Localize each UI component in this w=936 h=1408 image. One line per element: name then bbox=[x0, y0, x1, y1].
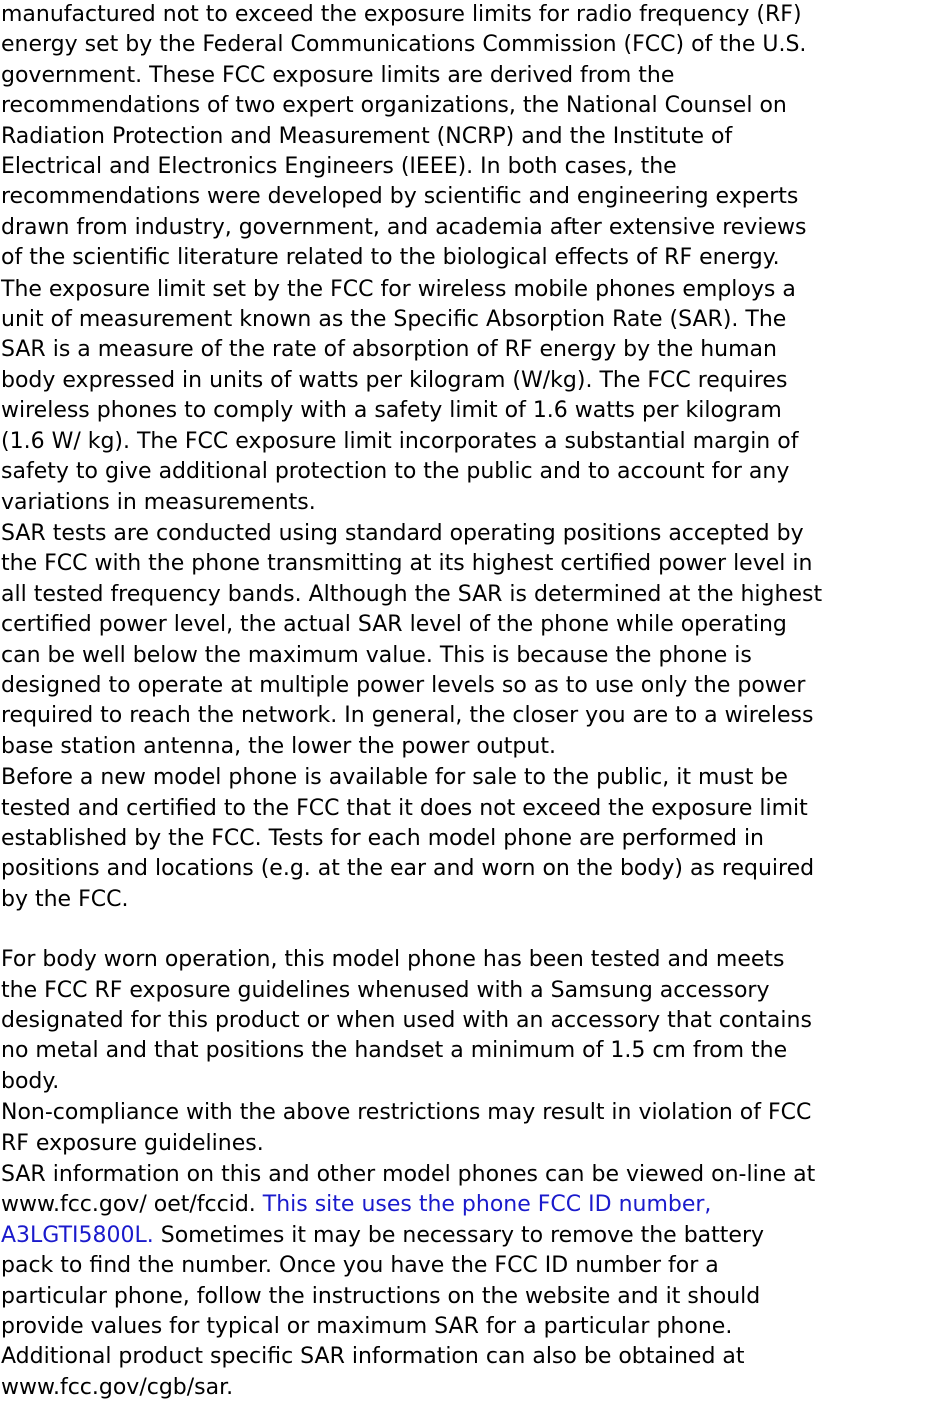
text-line: certified power level, the actual SAR level of the phone while operating bbox=[1, 612, 787, 638]
text-line: SAR information on this and other model phones can be viewed on-line at bbox=[1, 1162, 816, 1188]
text-line: pack to find the number. Once you have the FCC ID number for a bbox=[1, 1253, 719, 1279]
text-line: all tested frequency bands. Although the SAR is determined at the highest bbox=[1, 581, 823, 607]
text-line: unit of measurement known as the Specific Absorption Rate (SAR). The bbox=[1, 307, 787, 333]
text-line: wireless phones to comply with a safety limit of 1.6 watts per kilogram bbox=[1, 398, 782, 424]
text-line: Radiation Protection and Measurement (NCRP) and the Institute of bbox=[1, 123, 733, 149]
text-line: recommendations were developed by scientific and engineering experts bbox=[1, 184, 799, 210]
text-line: government. These FCC exposure limits are derived from the bbox=[1, 62, 675, 88]
text-line: Additional product specific SAR information can also be obtained at bbox=[1, 1344, 745, 1370]
text-line: Electrical and Electronics Engineers (IEEE). In both cases, the bbox=[1, 154, 677, 180]
paragraph-certification bbox=[1, 763, 934, 915]
text-segment: Sometimes it may be necessary to remove the battery bbox=[153, 1222, 765, 1248]
text-line: tested and certified to the FCC that it does not exceed the exposure limit bbox=[1, 795, 808, 821]
text-line: manufactured not to exceed the exposure limits for radio frequency (RF) bbox=[1, 2, 802, 27]
text-segment: www.fcc.gov/ oet/fccid. bbox=[1, 1192, 263, 1218]
text-line: For body worn operation, this model phone has been tested and meets bbox=[1, 947, 785, 973]
text-line: by the FCC. bbox=[1, 886, 129, 912]
text-line: designated for this product or when used with an accessory that contains bbox=[1, 1008, 812, 1033]
text-line: (1.6 W/ kg). The FCC exposure limit incorporates a substantial margin of bbox=[1, 428, 799, 454]
text-line: particular phone, follow the instructions on the website and it should bbox=[1, 1283, 761, 1309]
text-line: Before a new model phone is available for sale to the public, it must be bbox=[1, 765, 788, 791]
paragraph-non-compliance bbox=[1, 1098, 934, 1159]
text-line: established by the FCC. Tests for each model phone are performed in bbox=[1, 825, 764, 851]
paragraph-rf-exposure-limits bbox=[1, 0, 934, 274]
fcc-id-highlight: A3LGTI5800L. bbox=[1, 1222, 154, 1248]
text-line: body expressed in units of watts per kilogram (W/kg). The FCC requires bbox=[1, 367, 788, 393]
text-line: required to reach the network. In general, the closer you are to a wireless bbox=[1, 703, 814, 729]
text-line: positions and locations (e.g. at the ear and worn on the body) as required bbox=[1, 856, 815, 882]
text-line bbox=[1, 1190, 934, 1220]
text-line: safety to give additional protection to the public and to account for any bbox=[1, 459, 790, 485]
text-line: the FCC with the phone transmitting at its highest certified power level in bbox=[1, 551, 813, 577]
text-line: provide values for typical or maximum SAR for a particular phone. bbox=[1, 1314, 733, 1340]
text-line: www.fcc.gov/cgb/sar. bbox=[1, 1374, 234, 1400]
text-line: variations in measurements. bbox=[1, 489, 316, 515]
paragraph-sar-tests bbox=[1, 519, 934, 762]
text-line: base station antenna, the lower the power output. bbox=[1, 733, 556, 759]
text-line: SAR is a measure of the rate of absorption of RF energy by the human bbox=[1, 337, 777, 363]
paragraph-body-worn bbox=[1, 945, 934, 1097]
text-line: energy set by the Federal Communications Commission (FCC) of the U.S. bbox=[1, 32, 807, 58]
text-line: recommendations of two expert organizations, the National Counsel on bbox=[1, 93, 787, 119]
text-line: SAR tests are conducted using standard operating positions accepted by bbox=[1, 520, 804, 546]
text-line: the FCC RF exposure guidelines whenused with a Samsung accessory bbox=[1, 977, 770, 1003]
text-line: RF exposure guidelines. bbox=[1, 1130, 264, 1156]
text-line bbox=[1, 1221, 934, 1251]
paragraph-sar-information bbox=[1, 1160, 934, 1403]
text-line: body. bbox=[1, 1068, 60, 1094]
text-line: of the scientific literature related to the biological effects of RF energy. bbox=[1, 245, 780, 271]
paragraph-sar-definition bbox=[1, 275, 934, 518]
text-line: no metal and that positions the handset a minimum of 1.5 cm from the bbox=[1, 1038, 788, 1064]
text-line: can be well below the maximum value. This is because the phone is bbox=[1, 642, 752, 668]
text-line: The exposure limit set by the FCC for wireless mobile phones employs a bbox=[1, 276, 796, 302]
text-line: drawn from industry, government, and academia after extensive reviews bbox=[1, 214, 807, 240]
text-line: Non-compliance with the above restrictions may result in violation of FCC bbox=[1, 1100, 812, 1126]
highlighted-text: This site uses the phone FCC ID number, bbox=[262, 1192, 712, 1218]
text-line: designed to operate at multiple power levels so as to use only the power bbox=[1, 672, 806, 698]
